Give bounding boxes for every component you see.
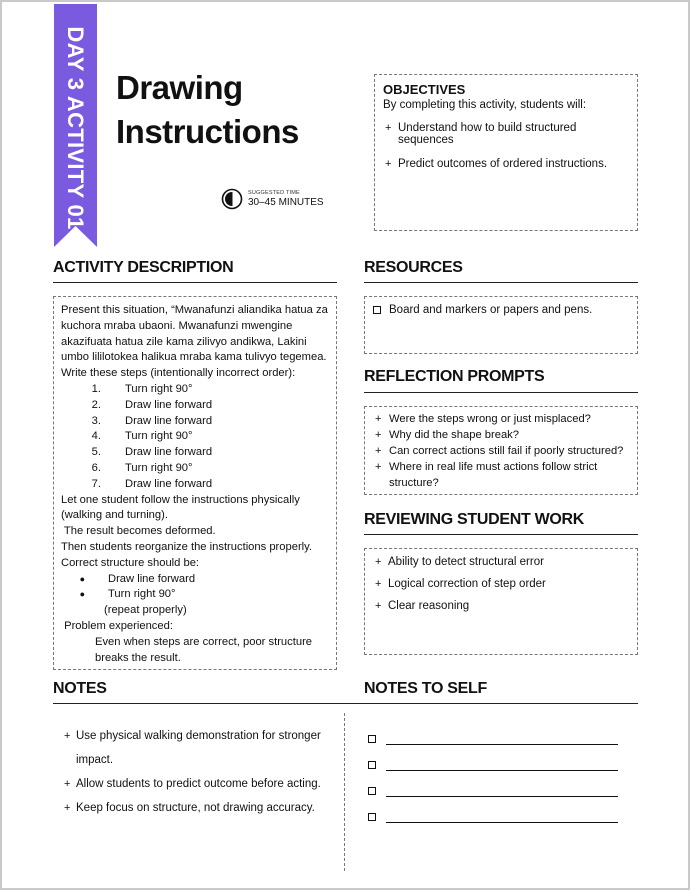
timer-value: 30–45 MINUTES: [248, 197, 324, 208]
steps-intro: Write these steps (intentionally incorrect order):: [61, 367, 296, 380]
reorganize-text: Then students reorganize the instructions properly.: [61, 540, 313, 553]
notes-to-self-row: [368, 804, 618, 830]
activity-box: [53, 296, 337, 670]
title-line-2: Instructions: [116, 113, 299, 150]
reflection-heading: REFLECTION PROMPTS: [364, 368, 545, 385]
ribbon-label: DAY 3 ACTIVITY 01: [63, 26, 88, 230]
notes-to-self-row: [368, 778, 618, 804]
repeat-note: (repeat properly): [104, 604, 187, 617]
resources-heading: RESOURCES: [364, 259, 463, 276]
notes-divider: [344, 713, 345, 871]
reflection-item: + Can correct actions still fail if poorly structured?: [373, 443, 629, 459]
reviewing-item: + Clear reasoning: [373, 600, 629, 612]
checkbox-icon[interactable]: [368, 813, 376, 821]
resources-box: [364, 296, 638, 354]
checkbox-icon[interactable]: [368, 787, 376, 795]
reviewing-item: + Logical correction of step order: [373, 578, 629, 590]
step-item: 5. Draw line forward: [91, 446, 213, 459]
correct-intro: Correct structure should be:: [61, 556, 200, 569]
objectives-title: OBJECTIVES: [383, 82, 466, 97]
notes-to-self-heading: NOTES TO SELF: [364, 680, 487, 697]
write-line[interactable]: [386, 760, 618, 771]
step-item: 6. Turn right 90°: [91, 461, 193, 474]
problem-label: Problem experienced:: [61, 619, 173, 632]
write-line[interactable]: [386, 786, 618, 797]
reflection-rule: [364, 392, 638, 393]
notes-heading: NOTES: [53, 680, 107, 697]
objectives-box: [374, 74, 638, 231]
objective-item: + Understand how to build structured sequences: [383, 122, 629, 146]
objective-item: + Predict outcomes of ordered instructions.: [383, 158, 629, 170]
step-item: 7. Draw line forward: [91, 477, 213, 490]
notes-to-self-list: [368, 726, 618, 830]
notes-to-self-row: [368, 726, 618, 752]
activity-rule: [53, 282, 337, 283]
steps-list: [61, 382, 329, 493]
checkbox-icon[interactable]: [368, 761, 376, 769]
suggested-time: [221, 188, 324, 210]
notes-to-self-row: [368, 752, 618, 778]
reviewing-heading: REVIEWING STUDENT WORK: [364, 511, 585, 528]
notes-list: [62, 724, 332, 820]
activity-intro: Present this situation, “Mwanafunzi aliandika hatua za kuchora mraba ubaoni. Mwanafunzi mwengine akazifuata hatua zile kama zilivyo andikwa, Lakini umbo lililotokea halikua mraba kama tulivyo tegemea.: [61, 304, 328, 364]
title-line-1: Drawing: [116, 69, 243, 106]
step-item: 4. Turn right 90°: [91, 430, 193, 443]
reflection-item: + Where in real life must actions follow strict structure?: [373, 459, 629, 491]
half-circle-clock-icon: [221, 188, 243, 210]
notes-rule: [53, 703, 638, 704]
reflection-item: + Were the steps wrong or just misplaced?: [373, 411, 629, 427]
note-item: + Allow students to predict outcome before acting.: [62, 772, 332, 796]
objectives-intro: By completing this activity, students will:: [383, 99, 587, 111]
activity-heading: ACTIVITY DESCRIPTION: [53, 259, 234, 276]
step-item: 1. Turn right 90°: [91, 382, 193, 395]
step-item: 2. Draw line forward: [91, 398, 213, 411]
reviewing-rule: [364, 534, 638, 535]
correct-item: ● Turn right 90°: [79, 588, 176, 601]
day-ribbon: [54, 4, 97, 247]
problem-text: Even when steps are correct, poor structure breaks the result.: [95, 635, 313, 664]
follow-text: Let one student follow the instructions physically (walking and turning).: [61, 493, 300, 522]
correct-list: [61, 572, 329, 604]
write-line[interactable]: [386, 734, 618, 745]
step-item: 3. Draw line forward: [91, 414, 213, 427]
page-title: [116, 66, 299, 154]
checkbox-icon[interactable]: [368, 735, 376, 743]
reflection-item: + Why did the shape break?: [373, 427, 629, 443]
write-line[interactable]: [386, 812, 618, 823]
note-item: + Keep focus on structure, not drawing accuracy.: [62, 796, 332, 820]
reflection-box: [364, 406, 638, 495]
reviewing-box: [364, 548, 638, 655]
correct-item: ● Draw line forward: [79, 572, 196, 585]
checkbox-icon[interactable]: [373, 306, 381, 314]
resource-item: Board and markers or papers and pens.: [373, 304, 629, 316]
result-text: The result becomes deformed.: [61, 525, 216, 538]
resources-rule: [364, 282, 638, 283]
timer-label: SUGGESTED TIME: [248, 190, 300, 196]
note-item: + Use physical walking demonstration for stronger impact.: [62, 724, 332, 772]
reviewing-item: + Ability to detect structural error: [373, 556, 629, 568]
